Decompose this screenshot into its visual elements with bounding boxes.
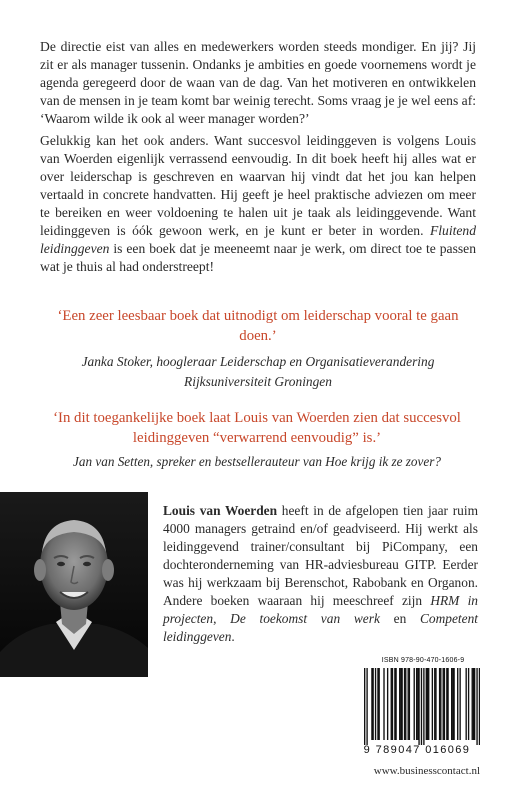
- barcode-bar: [473, 668, 474, 740]
- bio-book-1: HRM in projecten: [163, 593, 478, 626]
- description-text-2: is een boek dat je meeneemt naar je werk, om direct toe te passen wat je thuis al had onderstreept!: [40, 241, 476, 274]
- isbn-label: ISBN 978-90-470-1606-9: [381, 657, 465, 664]
- barcode-bar: [417, 668, 418, 740]
- barcode-bar: [427, 668, 428, 740]
- barcode-bar: [474, 668, 475, 740]
- barcode-bar: [364, 668, 365, 745]
- barcode-bar: [401, 668, 402, 740]
- barcode-bar: [435, 668, 436, 740]
- barcode-bar: [404, 668, 405, 740]
- description-text-1: Gelukkig kan het ook anders. Want succesvol leidinggeven is volgens Louis van Woerden eigenlijk verrassend eenvoudig. In dit boek heeft hij alles wat er over leiderschap is geschreven en waarvan hij vindt dat het jou kan helpen vertaald in concrete handvatten. Hij geeft je heel praktische adviezen om meer te bereiken en weer voldoening te halen uit je taak als leidinggevende. Want leidinggeven is óók gewoon werk, en je kunt er beter in worden.: [40, 133, 476, 238]
- barcode-bar: [409, 668, 410, 740]
- barcode-bar: [400, 668, 401, 740]
- barcode-bar: [434, 668, 435, 740]
- barcode-bar: [399, 668, 400, 740]
- bio-book-2: De toekomst van werk: [230, 611, 380, 626]
- barcode-bar: [371, 668, 372, 740]
- barcode-bar: [472, 668, 473, 740]
- bio-book-3: Competent leidinggeven: [163, 611, 479, 644]
- author-name: Louis van Woerden: [163, 503, 278, 518]
- barcode-bar: [392, 668, 393, 740]
- barcode-bar: [476, 668, 477, 745]
- barcode-bar: [405, 668, 406, 740]
- description-paragraph: [40, 132, 476, 276]
- bio-end: .: [231, 629, 235, 644]
- barcode-bar: [459, 668, 460, 740]
- barcode-bar: [383, 668, 384, 740]
- barcode-bar: [377, 668, 378, 740]
- publisher-website: www.businesscontact.nl: [373, 765, 480, 777]
- author-bio: [163, 502, 478, 646]
- bio-text: heeft in de afgelopen tien jaar ruim 4000 managers getraind en/of geadviseerd. Hij werkt als leidinggevend trainer/consultant bij PiCompany, een dochteronderneming van HR-adviesbureau GITP. Eerder was hij werkzaam bij Berenschot, Rabobank en Organon. Andere boeken waaraan hij meeschreef zijn: [163, 503, 478, 608]
- barcode-bar: [395, 668, 396, 740]
- bio-separator-1: ,: [213, 611, 231, 626]
- attribution-text: Jan van Setten, spreker en bestsellerauteur van: [73, 454, 326, 469]
- barcode-bar: [466, 668, 467, 740]
- barcode-bar: [428, 668, 429, 740]
- barcode-bar: [453, 668, 454, 740]
- barcode-bar: [372, 668, 373, 740]
- barcode-bar: [451, 668, 452, 740]
- quote-stoker: ‘Een zeer leesbaar boek dat uitnodigt om leiderschap vooral te gaan doen.’: [57, 308, 459, 344]
- barcode-bar: [421, 668, 422, 745]
- barcode-bar: [414, 668, 415, 740]
- barcode-bar: [446, 668, 447, 740]
- barcode-bar: [394, 668, 395, 740]
- barcode-bar: [387, 668, 388, 740]
- barcode-bar: [447, 668, 448, 740]
- barcode-bar: [479, 668, 480, 745]
- barcode-number: 9 789047 016069: [363, 744, 471, 756]
- quote-setten-attribution: [10, 452, 504, 472]
- barcode-bar: [426, 668, 427, 740]
- intro-paragraph: De directie eist van alles en medewerkers worden steeds mondiger. En jij? Jij zit er als manager tussenin. Ondanks je ambities en goede voornemens wordt je agenda geregeerd door de waan van de dag. Van het motiveren en ontwikkelen van de mensen in je team komt bar weinig terecht. Soms vraag je je wel eens af: ‘Waarom wilde ik ook al weer manager worden?’: [40, 39, 476, 126]
- barcode-bar: [457, 668, 458, 740]
- barcode-bar: [468, 668, 469, 740]
- barcode-bar: [366, 668, 367, 745]
- barcode-bar: [391, 668, 392, 740]
- attribution-book-title: Hoe krijg ik ze zover?: [325, 454, 441, 469]
- barcode: [364, 668, 480, 745]
- barcode-bar: [375, 668, 376, 740]
- barcode-bar: [439, 668, 440, 740]
- barcode-bar: [418, 668, 419, 745]
- bio-separator-2: en: [379, 611, 420, 626]
- barcode-bar: [379, 668, 380, 740]
- barcode-bar: [452, 668, 453, 740]
- barcode-bar: [416, 668, 417, 740]
- barcode-bar: [444, 668, 445, 740]
- barcode-bar: [443, 668, 444, 740]
- barcode-bar: [423, 668, 424, 745]
- quote-setten: ‘In dit toegankelijke boek laat Louis van Woerden zien dat succesvol leidinggeven “verwarrend eenvoudig” is.’: [53, 410, 461, 446]
- book-title: Fluitend leidinggeven: [40, 223, 476, 256]
- author-photo-image: [0, 492, 148, 677]
- barcode-bar: [432, 668, 433, 740]
- author-photo: [0, 492, 148, 677]
- barcode-bar: [408, 668, 409, 740]
- barcode-bar: [440, 668, 441, 740]
- quote-stoker-attribution: Janka Stoker, hoogleraar Leiderschap en Organisatieverandering Rijksuniversiteit Groningen: [81, 354, 435, 389]
